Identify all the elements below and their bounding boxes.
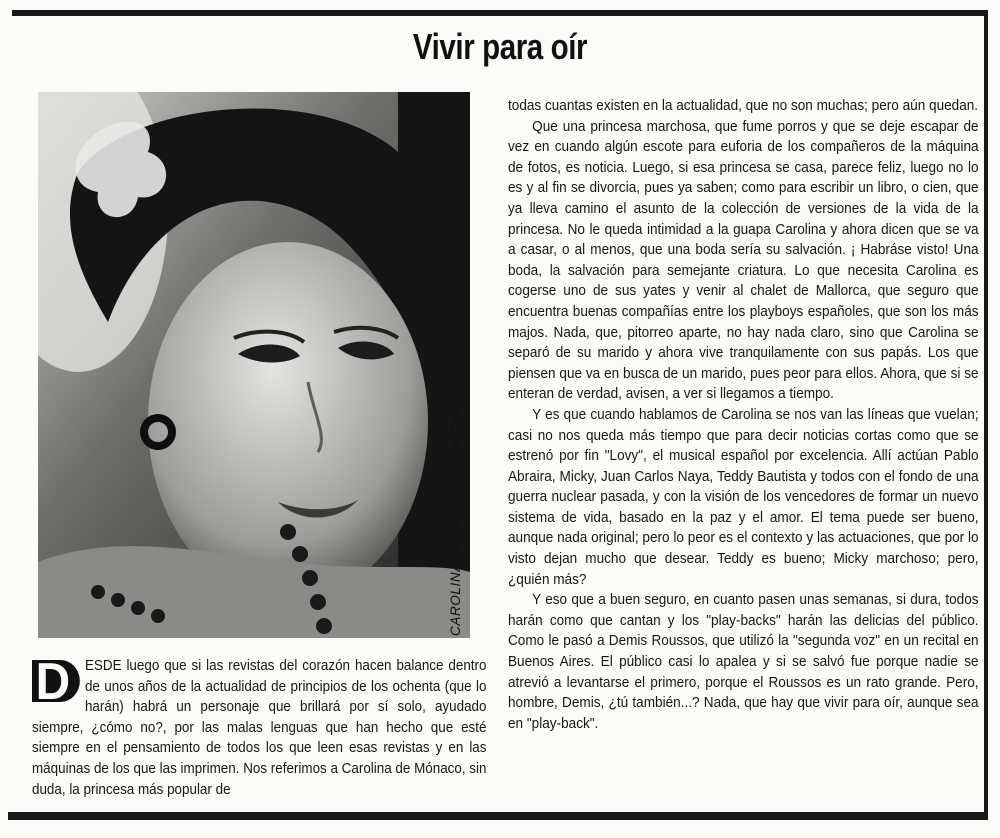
intro-paragraph: ESDE luego que si las revistas del corazón hacen balance dentro de unos años de la actualidad de principios de los ochenta (que lo harán) habrá un personaje que brillará por sí solo, ayudado siempre, ¿cómo no?, por las malas lenguas que han hecho que esté siempre en el pensamiento de todos los que leen esas revistas y en las máquinas de los que las imprimen. Nos referimos a Carolina de Mónaco, sin duda, la princesa más popular de bbox=[32, 658, 487, 798]
body-column bbox=[508, 96, 979, 734]
body-paragraph-4: Y eso que a buen seguro, en cuanto pasen unas semanas, si dura, todos harán como que cantan y los "play-backs" harán las delicias del público. Como le pasó a Demis Roussos, que utilizó la "segunda voz" en un recital en Buenos Aires. El público casi lo apalea y si se salvó fue porque nadie se atrevió a levantarse el primero, porque el Roussos es un rato grande. Pero, hombre, Demis, ¿tú también...? Nada, que hay que vivir para oír, aunque sea en "play-back". bbox=[508, 592, 979, 732]
continuation-paragraph: todas cuantas existen en la actualidad, que no son muchas; pero aún quedan. bbox=[508, 98, 979, 114]
body-paragraph-2: Que una princesa marchosa, que fume porros y que se deje escapar de vez en cuando algún escote para euforia de los compañeros de la máquina de fotos, es noticia. Luego, si esa princesa se casa, parece feliz, luego no lo es y al fin se divorcia, pues ya saben; como para escribir un libro, o cien, que ya lleva camino el asunto de la colección de versiones de la vida de la princesa. No le queda intimidad a la guapa Carolina y ahora dicen que se va a casar, o al menos, que una boda sería su salvación. ¡ Habráse visto! Una boda, la salvación para semejante criatura. Lo que necesita Carolina es cogerse uno de sus yates y venir al chalet de Mallorca, que seguro que encuentra buenas compañías entre los playboys españoles, que son los más majos. Nada, que, pitorreo aparte, no hay nada claro, sino que Carolina se separó de su marido y ahora vive tranquilamente con sus papás. Los que piensen que va en busca de un marido, pues peor para ellos. Ahora, que si se enteran de verdad, avisen, a ver si llegamos a tiempo. bbox=[508, 118, 979, 403]
body-paragraph-3: Y es que cuando hablamos de Carolina se nos van las líneas que vuelan; casi no nos queda más tiempo que para decir noticias cortas como que se estrenó por fin "Lovy", el musical español por excelencia. Allí actúan Pablo Abraira, Micky, Juan Carlos Naya, Teddy Bautista y todos con el fondo de una guerra nuclear pasada, y con la visión de los vencedores de formar un nuevo sistema de vida, basado en la paz y el amor. El tema puede ser bueno, aunque nada original; pero lo peor es el contexto y las actuaciones, que por lo visto dejan mucho que desear. Teddy es bueno; Micky marchoso; pero, ¿quién más? bbox=[508, 406, 979, 588]
portrait-image bbox=[38, 92, 470, 638]
carolina-photo bbox=[38, 92, 470, 638]
right-border bbox=[984, 10, 988, 820]
photo-caption: CAROLINA SIGUE EN LA BRECHA bbox=[448, 403, 463, 636]
top-rule bbox=[12, 10, 986, 16]
drop-cap: D bbox=[32, 660, 79, 702]
intro-column bbox=[32, 653, 487, 800]
bottom-rule bbox=[8, 812, 986, 820]
article-title: Vivir para oír bbox=[412, 26, 588, 67]
